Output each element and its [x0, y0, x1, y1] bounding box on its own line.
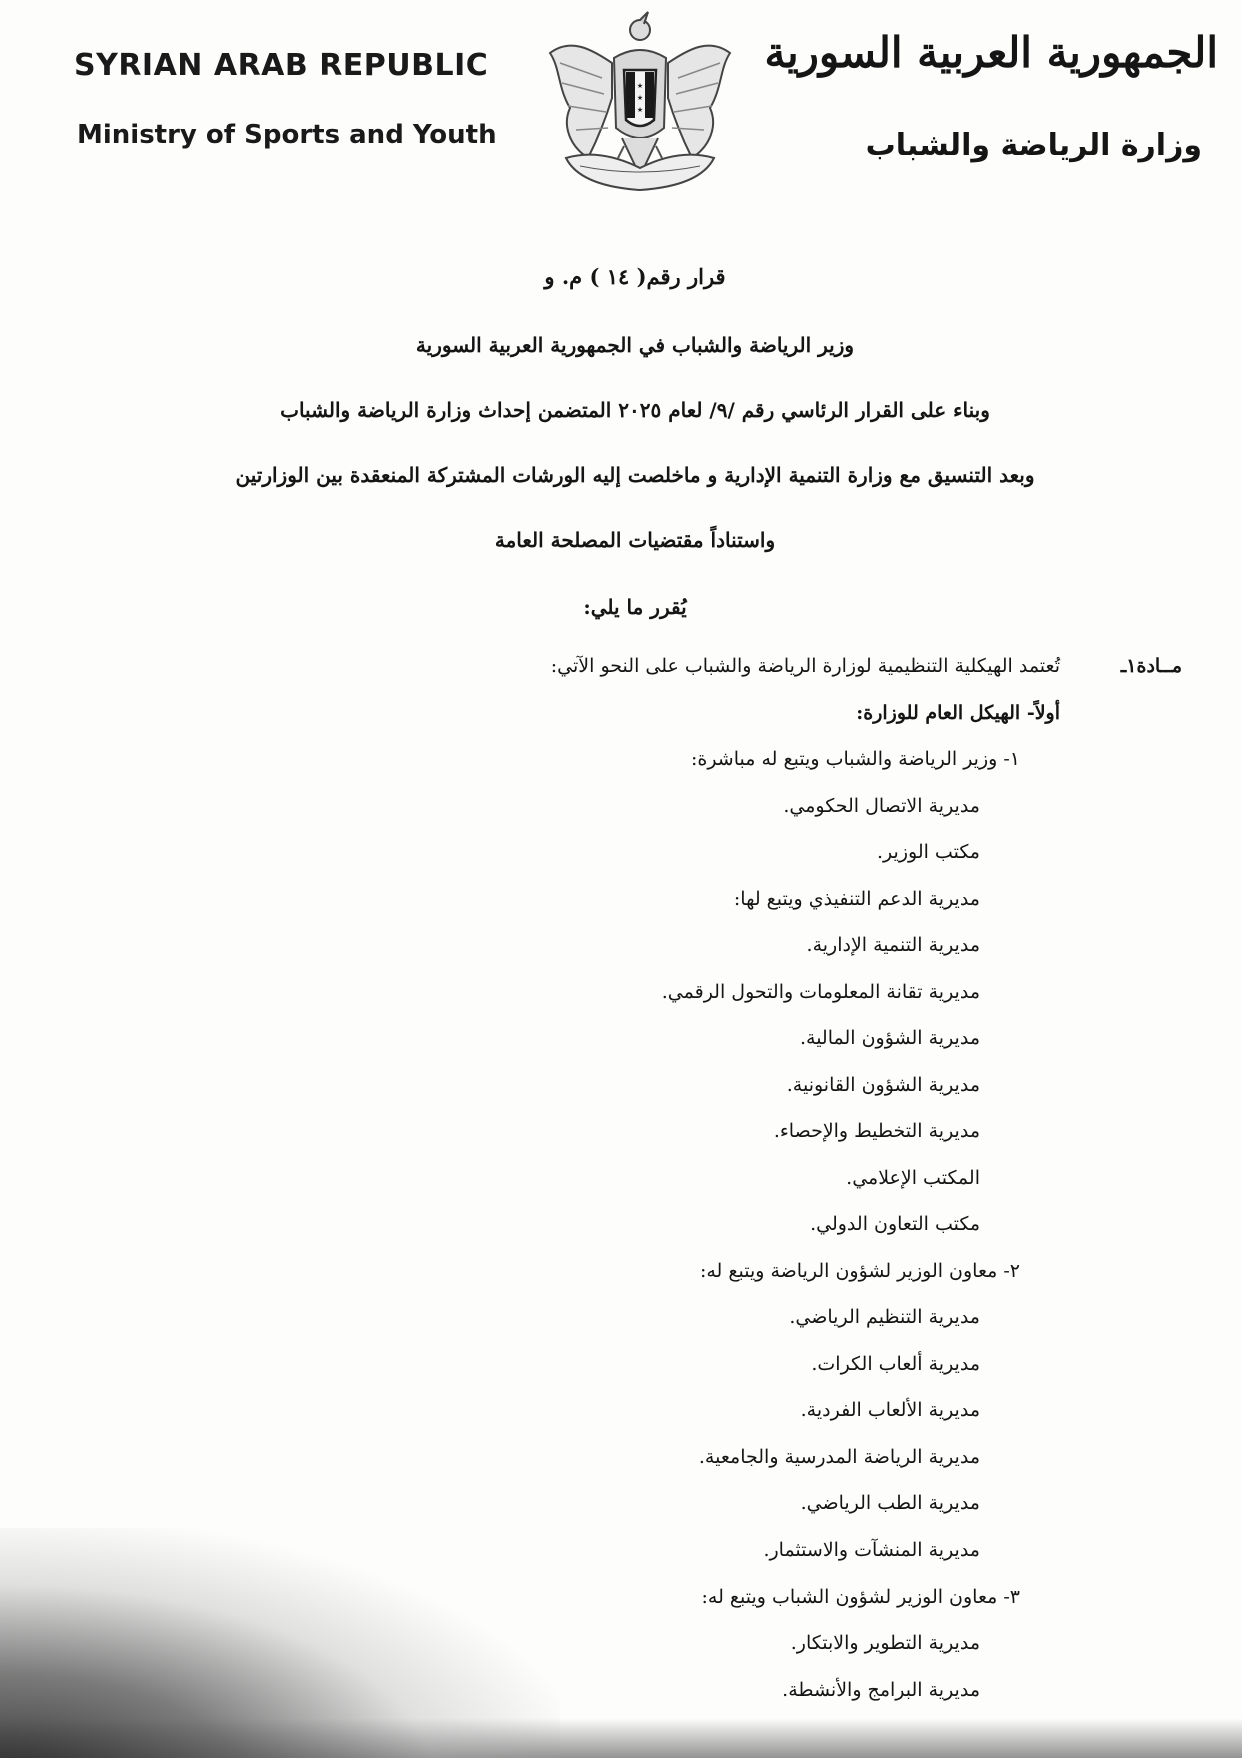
list-item: مديرية التنمية الإدارية.	[806, 934, 980, 956]
arabic-ministry-name: وزارة الرياضة والشباب	[865, 128, 1202, 163]
arabic-country-name: الجمهورية العربية السورية	[764, 28, 1218, 77]
article-1-label: مــادة١ـ	[1120, 655, 1182, 677]
preamble-line-2: وبعد التنسيق مع وزارة التنمية الإدارية و ماخلصت إليه الورشات المشتركة المنعقدة بين الوزارتين	[235, 463, 1035, 487]
list-item: مديرية البرامج والأنشطة.	[782, 1679, 980, 1701]
list-item: مديرية التخطيط والإحصاء.	[773, 1120, 980, 1142]
list-item: المكتب الإعلامي.	[846, 1167, 980, 1189]
list-item: مديرية الاتصال الحكومي.	[783, 795, 980, 817]
list-item: مديرية الألعاب الفردية.	[800, 1399, 980, 1421]
group-2-title: ٢- معاون الوزير لشؤون الرياضة ويتبع له:	[699, 1260, 1020, 1282]
list-item: مديرية المنشآت والاستثمار.	[763, 1539, 980, 1561]
english-country-name: SYRIAN ARAB REPUBLIC	[74, 48, 489, 83]
preamble-line-3: واستناداً مقتضيات المصلحة العامة	[494, 528, 776, 552]
group-3-title: ٣- معاون الوزير لشؤون الشباب ويتبع له:	[701, 1586, 1020, 1608]
svg-text:★: ★	[636, 106, 644, 114]
list-item: مديرية تقانة المعلومات والتحول الرقمي.	[661, 981, 980, 1003]
section-1-title: أولاً- الهيكل العام للوزارة:	[856, 702, 1060, 724]
photo-edge-shadow	[0, 1718, 1242, 1758]
list-item: مديرية التنظيم الرياضي.	[789, 1306, 980, 1328]
group-1-title: ١- وزير الرياضة والشباب ويتبع له مباشرة:	[690, 748, 1020, 770]
photo-corner-shadow	[0, 1528, 560, 1758]
list-item: مكتب الوزير.	[877, 841, 980, 863]
decision-issuer: وزير الرياضة والشباب في الجمهورية العربية السورية	[415, 333, 855, 357]
list-item: مديرية الشؤون القانونية.	[786, 1074, 980, 1096]
list-item: مديرية ألعاب الكرات.	[811, 1353, 980, 1375]
list-item: مديرية الطب الرياضي.	[800, 1492, 980, 1514]
list-item: مكتب التعاون الدولي.	[810, 1213, 980, 1235]
list-item: مديرية الرياضة المدرسية والجامعية.	[698, 1446, 980, 1468]
svg-text:★: ★	[636, 82, 644, 90]
article-1-intro: تُعتمد الهيكلية التنظيمية لوزارة الرياضة والشباب على النحو الآتي:	[550, 655, 1060, 677]
list-item: مديرية الشؤون المالية.	[799, 1027, 980, 1049]
english-ministry-name: Ministry of Sports and Youth	[77, 120, 497, 150]
decides-heading: يُقرر ما يلي:	[583, 595, 687, 619]
decision-number: قرار رقم( ١٤ ) م. و	[544, 264, 726, 289]
list-item: مديرية التطوير والابتكار.	[790, 1632, 980, 1654]
preamble-line-1: وبناء على القرار الرئاسي رقم /٩/ لعام ٢٠٢٥ المتضمن إحداث وزارة الرياضة والشباب	[280, 398, 990, 422]
svg-text:★: ★	[636, 94, 644, 102]
list-item: مديرية الدعم التنفيذي ويتبع لها:	[733, 888, 980, 910]
eagle-emblem-icon	[540, 8, 740, 208]
